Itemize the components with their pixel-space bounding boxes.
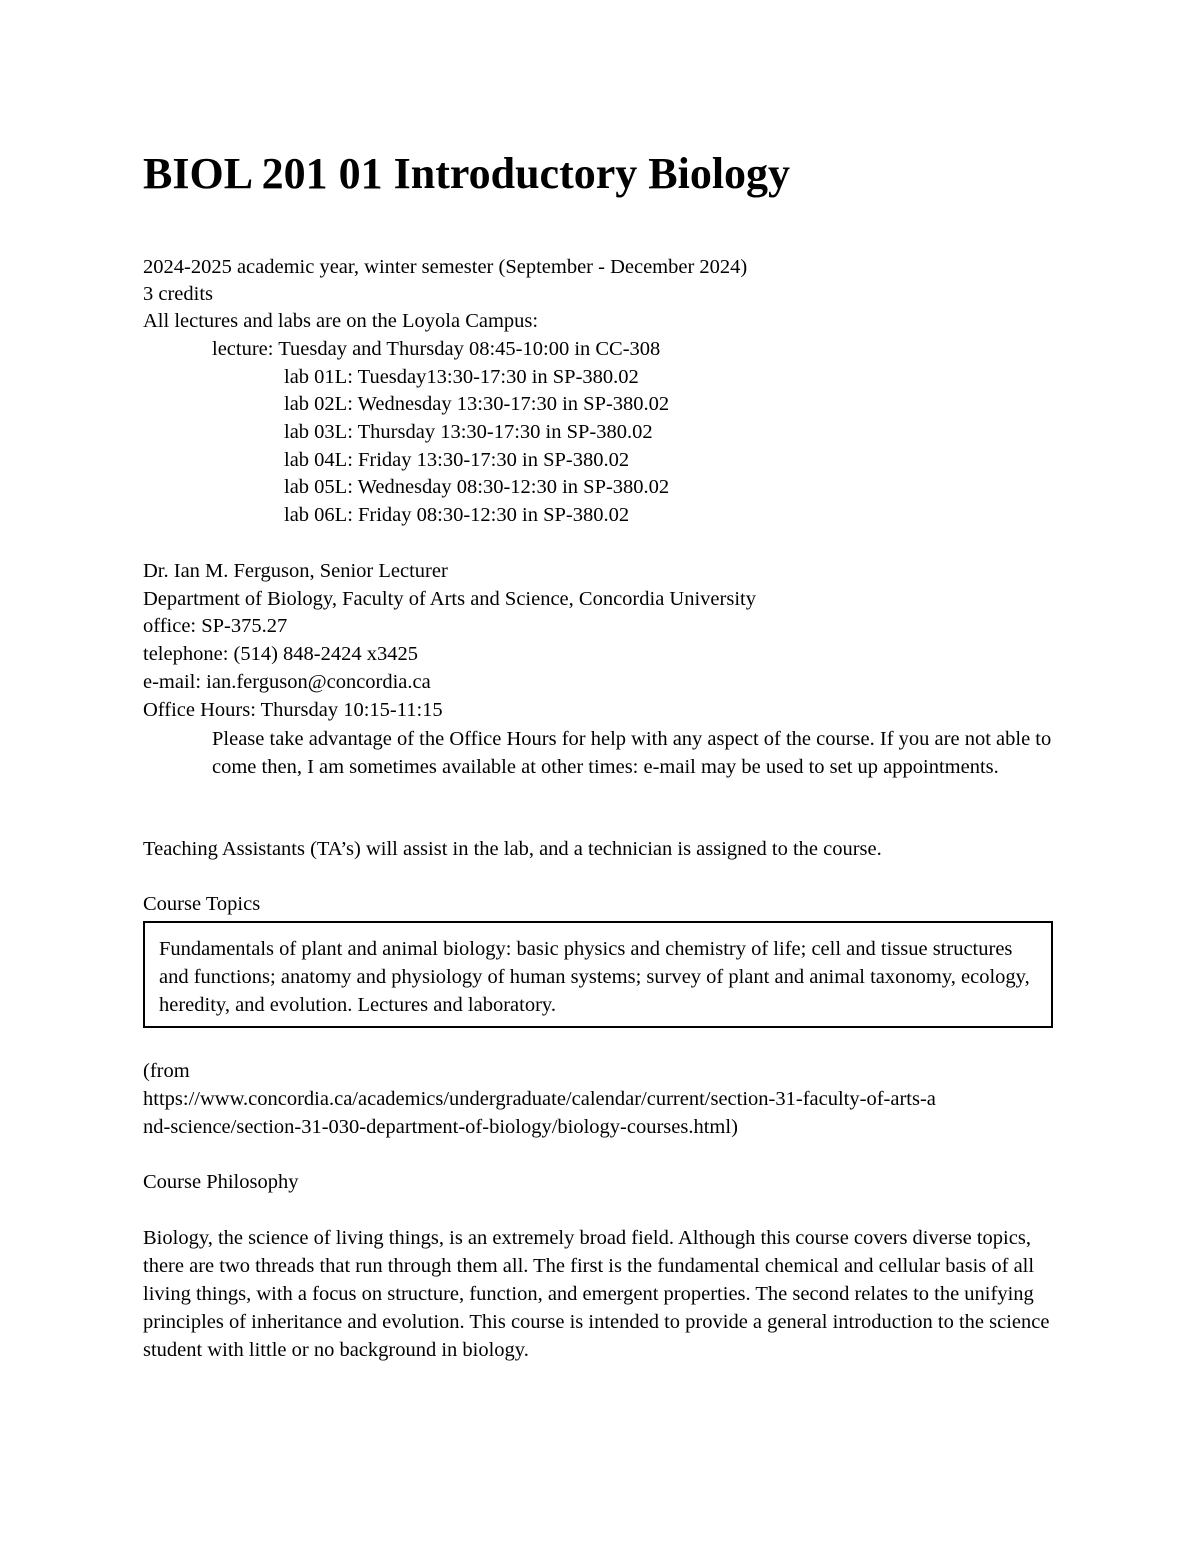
- course-description-box: [143, 921, 1053, 1028]
- office-hours: Office Hours: Thursday 10:15-11:15: [143, 699, 443, 721]
- source-prefix: (from: [143, 1060, 190, 1082]
- instructor-name: Dr. Ian M. Ferguson, Senior Lecturer: [143, 560, 448, 582]
- lab-schedule-item: lab 02L: Wednesday 13:30-17:30 in SP-380.02: [284, 393, 670, 415]
- term-line: 2024-2025 academic year, winter semester (September - December 2024): [143, 256, 748, 278]
- lab-schedule-item: lab 05L: Wednesday 08:30-12:30 in SP-380.02: [284, 476, 670, 498]
- course-philosophy-heading: Course Philosophy: [143, 1171, 299, 1193]
- course-topics-heading: Course Topics: [143, 893, 261, 915]
- lab-schedule-item: lab 01L: Tuesday13:30-17:30 in SP-380.02: [284, 366, 639, 388]
- ta-note: Teaching Assistants (TA’s) will assist in the lab, and a technician is assigned to the course.: [143, 838, 882, 860]
- course-philosophy-text: Biology, the science of living things, is an extremely broad field. Although this course covers diverse topics, there are two threads that run through them all. The first is the fundamental chemical and cellular basis of all living things, with a focus on structure, function, and emergent properties. The second relates to the unifying principles of inheritance and evolution. This course is intended to provide a general introduction to the science student with little or no background in biology.: [143, 1227, 1050, 1361]
- office-hours-note: Please take advantage of the Office Hours for help with any aspect of the course. If you are not able to come then, I am sometimes available at other times: e-mail may be used to set up appointments.: [212, 728, 1052, 778]
- lab-schedule-item: lab 04L: Friday 13:30-17:30 in SP-380.02: [284, 449, 630, 471]
- credits-line: 3 credits: [143, 283, 214, 305]
- instructor-office: office: SP-375.27: [143, 615, 288, 637]
- lab-schedule-item: lab 03L: Thursday 13:30-17:30 in SP-380.02: [284, 421, 653, 443]
- course-description: Fundamentals of plant and animal biology: basic physics and chemistry of life; cell and tissue structures and functions; anatomy and physiology of human systems; survey of plant and animal taxonomy, ecology, heredity, and evolution. Lectures and laboratory.: [159, 938, 1030, 1016]
- lab-schedule-item: lab 06L: Friday 08:30-12:30 in SP-380.02: [284, 504, 630, 526]
- course-title: BIOL 201 01 Introductory Biology: [143, 149, 791, 198]
- instructor-department: Department of Biology, Faculty of Arts and Science, Concordia University: [143, 588, 756, 610]
- source-url-line: nd-science/section-31-030-department-of-biology/biology-courses.html): [143, 1116, 738, 1138]
- lecture-schedule: lecture: Tuesday and Thursday 08:45-10:00 in CC-308: [212, 338, 661, 360]
- instructor-telephone: telephone: (514) 848-2424 x3425: [143, 643, 418, 665]
- instructor-email: e-mail: ian.ferguson@concordia.ca: [143, 671, 431, 693]
- source-url-line: https://www.concordia.ca/academics/undergraduate/calendar/current/section-31-faculty-of-arts-a: [143, 1088, 936, 1110]
- campus-line: All lectures and labs are on the Loyola Campus:: [143, 310, 539, 332]
